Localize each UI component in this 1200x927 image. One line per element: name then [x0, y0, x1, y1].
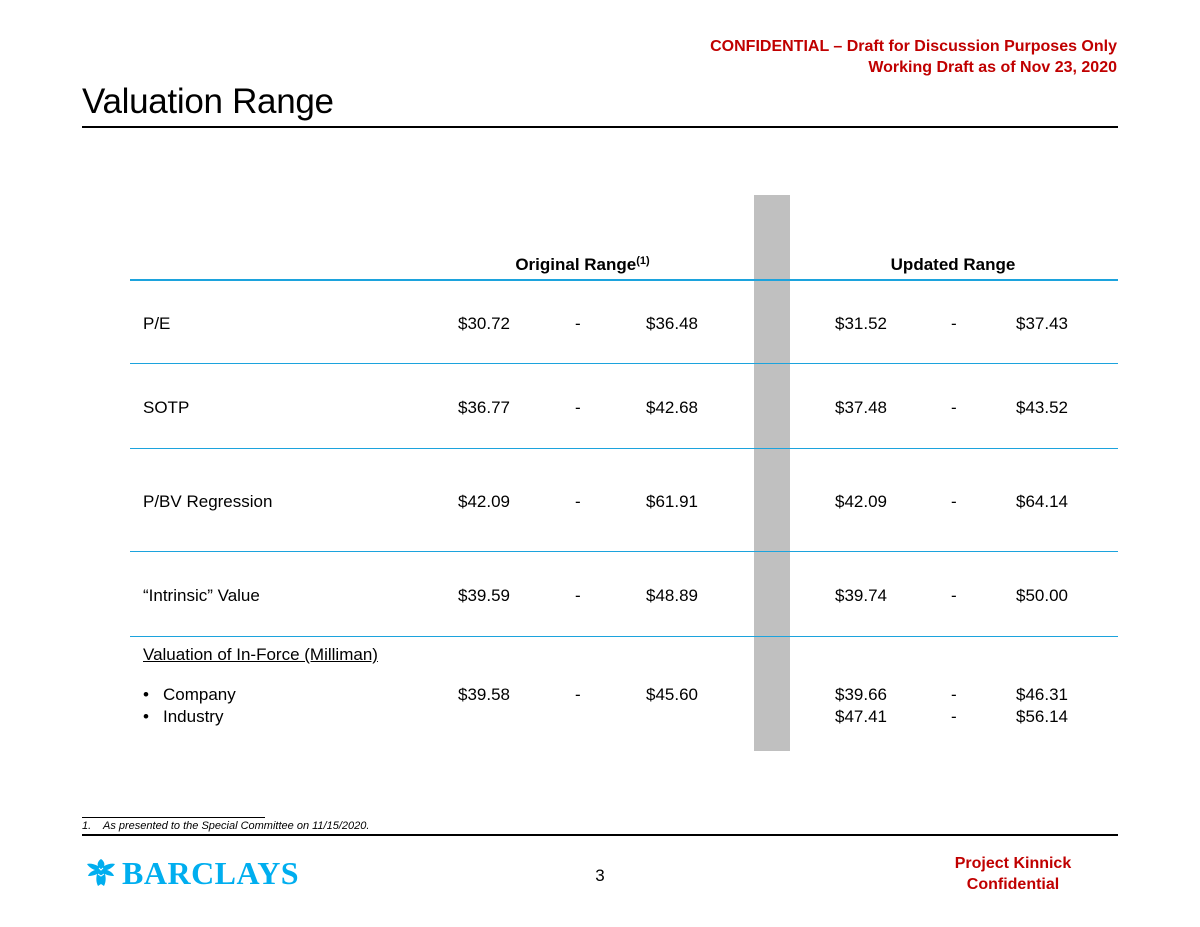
- row-label: P/BV Regression: [143, 492, 273, 511]
- original-low: $39.58: [458, 685, 510, 704]
- updated-high: $64.14: [1016, 492, 1068, 511]
- row-divider: [130, 448, 1118, 449]
- draft-date: Working Draft as of Nov 23, 2020: [868, 59, 1117, 76]
- footnote-number: 1.: [82, 820, 92, 832]
- range-dash: -: [951, 398, 957, 417]
- range-dash: -: [575, 492, 581, 511]
- row-label: Industry: [163, 707, 224, 726]
- footer-divider: [82, 834, 1118, 836]
- updated-high: $37.43: [1016, 314, 1068, 333]
- original-low: $39.59: [458, 586, 510, 605]
- updated-low: $39.74: [835, 586, 887, 605]
- title-divider: [82, 126, 1118, 128]
- bullet: •: [143, 707, 149, 726]
- row-label: “Intrinsic” Value: [143, 586, 260, 605]
- footnote-text: As presented to the Special Committee on 11/15/2020.: [103, 820, 370, 832]
- project-name: Project Kinnick: [954, 855, 1072, 872]
- original-high: $42.68: [646, 398, 698, 417]
- logo-wordmark: BARCLAYS: [122, 855, 300, 891]
- updated-low: $39.66: [835, 685, 887, 704]
- original-low: $36.77: [458, 398, 510, 417]
- original-high: $45.60: [646, 685, 698, 704]
- confidential-label: Confidential: [966, 876, 1060, 893]
- footnote: [82, 819, 369, 833]
- range-dash: -: [575, 586, 581, 605]
- range-dash: -: [575, 398, 581, 417]
- updated-range-header: Updated Range: [890, 255, 1016, 274]
- footnote-ref: (1): [636, 255, 650, 267]
- original-high: $36.48: [646, 314, 698, 333]
- confidential-notice: CONFIDENTIAL – Draft for Discussion Purposes Only: [710, 38, 1117, 55]
- eagle-icon: [84, 856, 118, 890]
- original-range-label: Original Range: [515, 255, 637, 274]
- row-label: SOTP: [143, 398, 190, 417]
- page-title: Valuation Range: [82, 82, 334, 121]
- range-dash: -: [951, 314, 957, 333]
- updated-high: $56.14: [1016, 707, 1068, 726]
- row-label: Company: [163, 685, 236, 704]
- page-number: 3: [595, 866, 605, 885]
- updated-high: $50.00: [1016, 586, 1068, 605]
- row-label: P/E: [143, 314, 171, 333]
- bullet: •: [143, 685, 149, 704]
- range-dash: -: [951, 685, 957, 704]
- updated-high: $43.52: [1016, 398, 1068, 417]
- updated-low: $42.09: [835, 492, 887, 511]
- row-divider: [130, 551, 1118, 552]
- range-dash: -: [575, 685, 581, 704]
- updated-low: $31.52: [835, 314, 887, 333]
- barclays-logo: [84, 856, 299, 890]
- range-dash: -: [951, 492, 957, 511]
- footnote-divider: [82, 817, 265, 818]
- header-rule: [130, 279, 1118, 281]
- row-divider: [130, 363, 1118, 364]
- updated-high: $46.31: [1016, 685, 1068, 704]
- inforce-heading: Valuation of In-Force (Milliman): [143, 645, 378, 664]
- range-dash: -: [951, 707, 957, 726]
- row-divider: [130, 636, 1118, 637]
- original-low: $42.09: [458, 492, 510, 511]
- original-range-header: [450, 255, 715, 275]
- range-dash: -: [575, 314, 581, 333]
- updated-low: $47.41: [835, 707, 887, 726]
- original-high: $48.89: [646, 586, 698, 605]
- original-high: $61.91: [646, 492, 698, 511]
- updated-low: $37.48: [835, 398, 887, 417]
- original-low: $30.72: [458, 314, 510, 333]
- range-dash: -: [951, 586, 957, 605]
